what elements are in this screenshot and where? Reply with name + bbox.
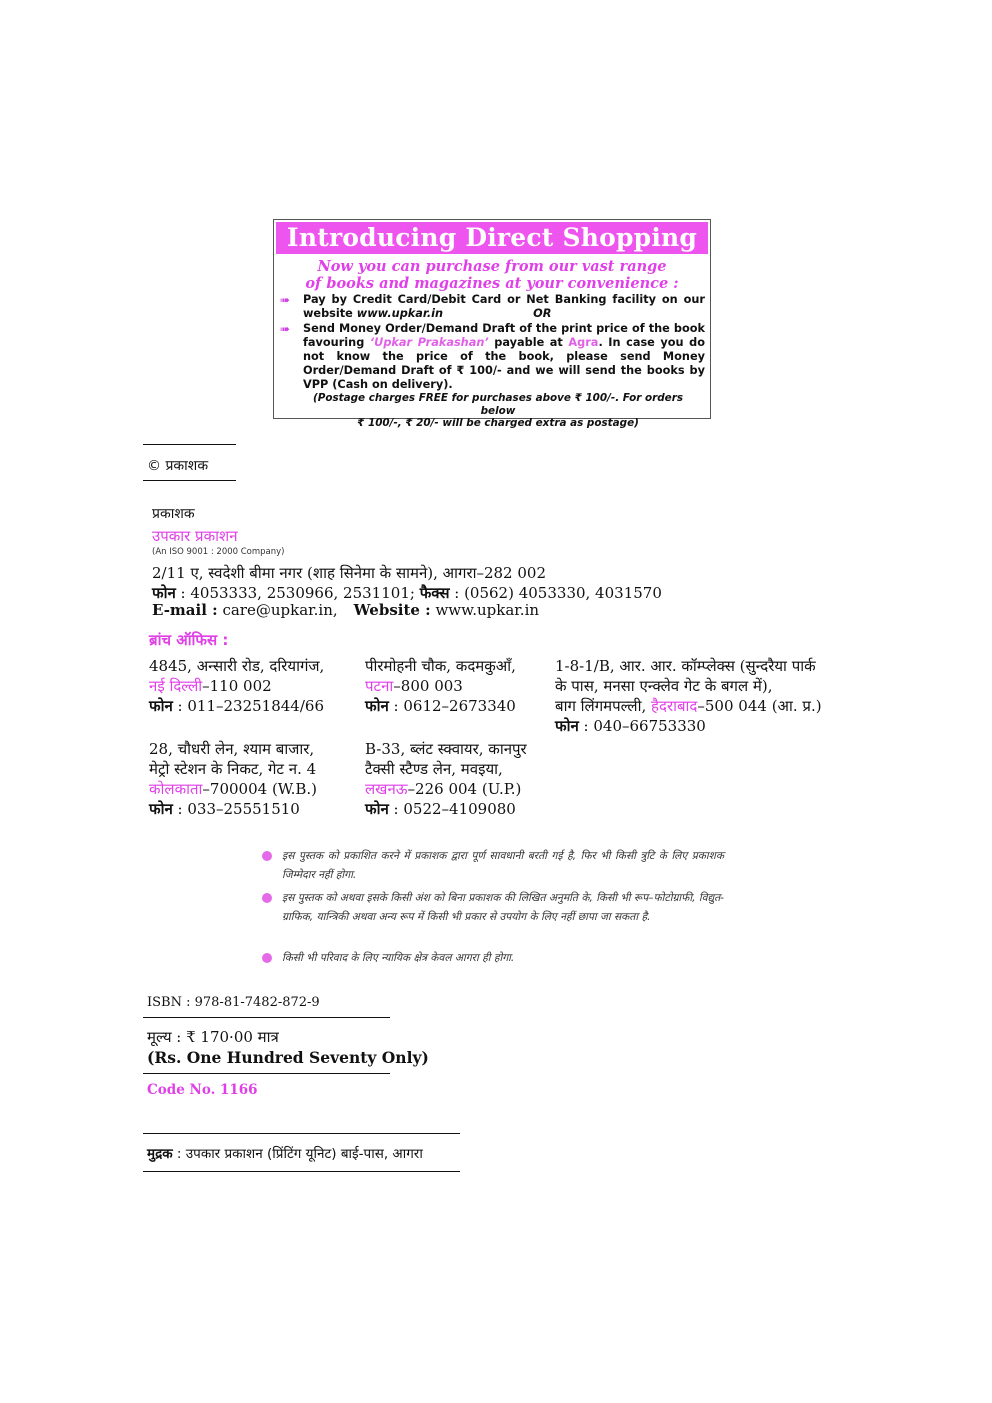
bullet-dot-icon bbox=[262, 851, 272, 861]
printer-line: मुद्रक : उपकार प्रकाशन (प्रिंटिंग यूनिट) बाई-पास, आगरा bbox=[147, 1146, 423, 1162]
price: मूल्य : ₹ 170·00 मात्र bbox=[147, 1028, 279, 1046]
divider bbox=[143, 1017, 390, 1018]
bullet-dot-icon bbox=[262, 893, 272, 903]
arrow-bullet-icon: ➠ bbox=[280, 322, 291, 336]
code-number: Code No. 1166 bbox=[147, 1082, 258, 1098]
direct-shopping-box bbox=[273, 219, 711, 429]
divider bbox=[143, 1073, 390, 1074]
divider bbox=[143, 1133, 460, 1134]
note-1: इस पुस्तक को प्रकाशित करने में प्रकाशक द्वारा पूर्ण सावधानी बरती गई है, फिर भी किसी त्रुटि के लिए प्रकाशक जिम्मेदार नहीं होगा. bbox=[282, 850, 724, 881]
iso-note: (An ISO 9001 : 2000 Company) bbox=[152, 547, 285, 557]
publisher-name: उपकार प्रकाशन bbox=[152, 527, 238, 545]
note-3: किसी भी परिवाद के लिए न्यायिक क्षेत्र केवल आगरा ही होगा. bbox=[282, 952, 515, 964]
copyright-line: © प्रकाशक bbox=[147, 458, 209, 474]
publisher-phone: फोन : 4053333, 2530966, 2531101; फैक्स : (0562) 4053330, 4031570 bbox=[152, 584, 662, 602]
divider bbox=[143, 444, 236, 445]
promo-subtitle-line2: of books and magazines at your convenience : bbox=[305, 275, 679, 292]
branch-office-title: ब्रांच ऑफिस : bbox=[149, 631, 229, 649]
divider bbox=[143, 480, 236, 481]
publisher-label: प्रकाशक bbox=[152, 506, 195, 522]
note-2: इस पुस्तक को अथवा इसके किसी अंश को बिना प्रकाशक की लिखित अनुमति के, किसी भी रूप–फोटोग्राफी, विद्युत-ग्राफिक, यान्त्रिकी अथवा अन्य रूप में किसी भी प्रकार से उपयोग के लिए नहीं छापा जा सकता है. bbox=[282, 892, 724, 923]
promo-subtitle-line1: Now you can purchase from our vast range bbox=[317, 258, 667, 275]
postage-note: (Postage charges FREE for purchases above ₹ 100/-. For orders below ₹ 100/-, ₹ 20/- will be charged extra as postage) bbox=[312, 392, 684, 429]
promo-bullet-2: Send Money Order/Demand Draft of the print price of the book favouring ‘Upkar Prakashan’ payable at Agra. In case you do not know the price of the book, please send Money Order/Demand Draft of ₹ 100/- and we will send the books by VPP (Cash on delivery). bbox=[303, 322, 705, 391]
promo-title: Introducing Direct Shopping bbox=[276, 222, 708, 254]
publisher-contact: E-mail : care@upkar.in, Website : www.upkar.in bbox=[152, 601, 540, 619]
bullet-dot-icon bbox=[262, 953, 272, 963]
publisher-address: 2/11 ए, स्वदेशी बीमा नगर (शाह सिनेमा के सामने), आगरा–282 002 bbox=[152, 564, 546, 582]
isbn: ISBN : 978-81-7482-872-9 bbox=[147, 995, 320, 1010]
price-in-words: (Rs. One Hundred Seventy Only) bbox=[147, 1048, 429, 1067]
divider bbox=[143, 1171, 460, 1172]
promo-bullet-1: Pay by Credit Card/Debit Card or Net Banking facility on our website www.upkar.in OR bbox=[303, 293, 705, 320]
arrow-bullet-icon: ➠ bbox=[280, 293, 291, 307]
